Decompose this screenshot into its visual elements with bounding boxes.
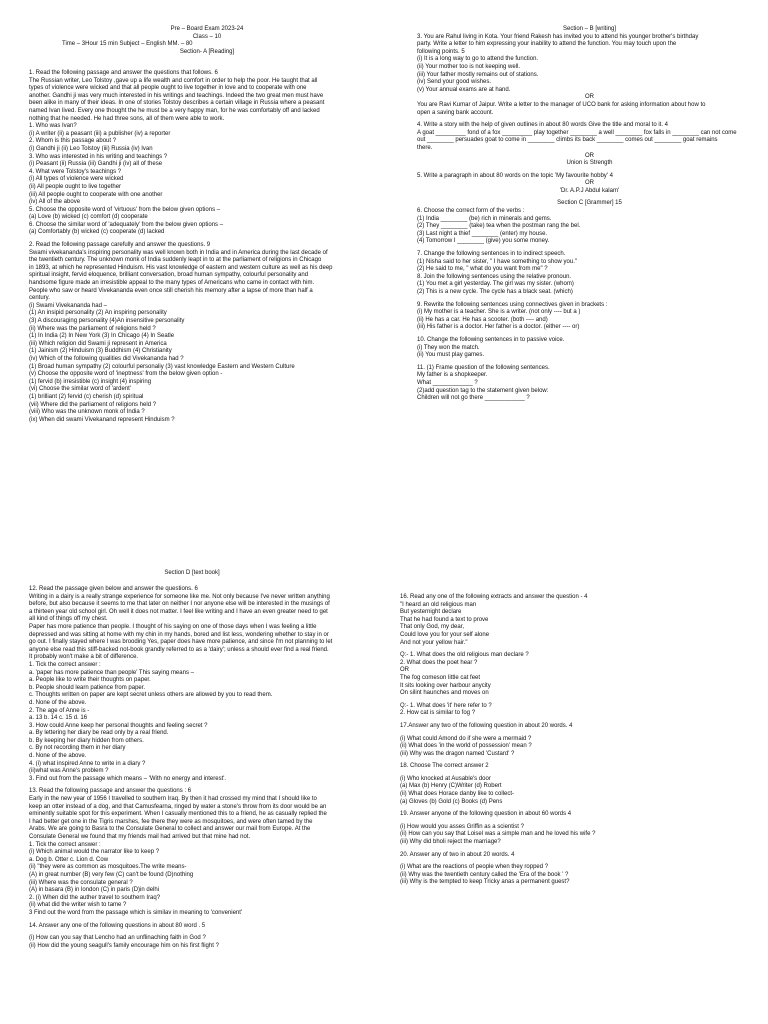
- text-line: 18. Choose The correct answer 2: [400, 763, 489, 770]
- text-line: (ii) What does Horace danby like to collect-: [400, 791, 515, 798]
- text-line: 2. Whom is this passage about ?: [29, 138, 117, 145]
- text-line: there.: [417, 144, 433, 151]
- text-line: Arabs. We are going to Basra to the Consulate General to collect and answer our mail from Europe. At the: [29, 826, 311, 833]
- text-line: spiritual insight, fervid eloquence, brilliant conversation, broad human sympathy, colourful personality and: [29, 272, 309, 279]
- text-line: It sits looking over harbour anycity: [400, 682, 491, 689]
- text-line: 13. Read the following passage and answer the questions : 6: [29, 788, 192, 795]
- text-line: 20. Answer any of two in about 20 words. 4: [400, 851, 515, 858]
- text-line: 3. How could Anne keep her personal thoughts and feeling secret ?: [29, 722, 208, 729]
- text-line: (ii) How can you say that Loisel was a simple man and he loved his wife ?: [400, 831, 596, 838]
- text-line: (i) A writer (ii) a peasant (iii) a publisher (iv) a reporter: [29, 130, 171, 137]
- text-line: 4. What were Tolstoy's teachings ?: [29, 168, 122, 175]
- text-line: (2) He said to me, " what do you want from me" ?: [417, 266, 548, 273]
- text-line: a. By lettering her diary be read only by a real friend.: [29, 730, 169, 737]
- text-line: c. Thoughts written on paper are kept secret unless others are allowed by you to read them.: [29, 692, 273, 699]
- exam-meta: Time – 3Hour 15 min Subject – English MM. – 80: [62, 41, 193, 48]
- text-line: Swami vivekananda's inspiring personality was well known both in India and in America during the last decade of: [29, 249, 328, 256]
- text-line: That he had found a text to prove: [400, 616, 489, 623]
- section-a-heading: Section- A [Reading]: [179, 48, 235, 55]
- text-line: The fog comeson little cat feet: [400, 674, 481, 681]
- text-line: b. People should learn patience from paper.: [29, 684, 146, 691]
- text-line: go out. I finally stayed where I was brooding Yes, paper does have more patience, and since I'm not planning to let: [29, 639, 333, 646]
- text-line: 'Dr. A.P.J Abdul kalam': [559, 187, 620, 194]
- text-line: 4. Write a story with the help of given outlines in about 80 words Give the title and moral to it. 4: [417, 122, 669, 129]
- text-line: a thirteen year old school girl. Oh well it does not matter. I feel like writing and I have an even greater need to get: [29, 608, 328, 615]
- text-line: It probably won't make a bit of difference.: [29, 654, 139, 661]
- text-line: (i) What are the reactions of people when they ropped ?: [400, 864, 549, 871]
- text-line: (i) It is a long way to go to attend the function.: [417, 56, 539, 63]
- text-line: before, but also because it seems to me that later on neither I nor anyone else will be interested in the musings of: [29, 601, 330, 608]
- text-line: (ii) Why was the twentieth century called the 'Era of the book ' ?: [400, 871, 569, 878]
- text-line: 2. What does the poet hear ?: [400, 659, 478, 666]
- text-line: 2. How cat is similar to fog ?: [400, 710, 476, 717]
- text-line: another. Gandhi ji was very much interested in his writings and teachings. Indeed the two great men must have: [29, 92, 324, 99]
- text-line: (iii) Why did bholi reject the marriage?: [400, 839, 501, 846]
- text-line: (a) Max (b) Henry (C)Writer (d) Robert: [400, 783, 502, 790]
- text-line: (2)add question tag to the statement given below:: [417, 387, 549, 394]
- exam-class: Class – 10: [192, 33, 222, 40]
- text-line: (i) What could Amond do if she were a mermaid ?: [400, 735, 532, 742]
- text-line: following points. 5: [417, 48, 465, 55]
- text-line: handsome figure made an irresistible appeal to the many types of Americans who came in contact with him.: [29, 280, 315, 287]
- text-line: 10. Change the following sentences in to passive voice.: [417, 336, 565, 343]
- section-d-heading: Section D [text book]: [164, 570, 220, 576]
- text-line: the twentieth century. The unknown monk of India suddenly leapt in to at the parliament of religions in Chicago: [29, 257, 322, 264]
- text-line: 1. Tick the correct answer :: [29, 661, 101, 668]
- text-line: (i) Which animal would the narrator like to keep ?: [29, 849, 160, 856]
- text-line: 3 Find out the word from the passage which is similav in meaning to 'convenient': [29, 909, 243, 916]
- text-line: 1. Who was Ivan?: [29, 123, 77, 130]
- text-line: 5. Choose the opposite word of 'virtuous' from the below given options –: [29, 206, 221, 213]
- text-line: (v) Choose the opposite word of 'ineptness' from the below given option -: [29, 371, 223, 378]
- text-line: (A) in basara (B) in london (C) in paris (D)in delhi: [29, 887, 160, 894]
- text-line: (iv) All of the above: [29, 199, 81, 206]
- text-line: (4) Tomorrow I ________ (give) you some money.: [417, 238, 550, 245]
- text-line: 1. Read the following passage and answer the questions that follows. 6: [29, 70, 218, 76]
- text-line: (i) All types of violence were wicked: [29, 176, 124, 183]
- text-line: (1) You met a girl yesterday. The girl was my sister. (whom): [417, 281, 574, 288]
- text-line: 6. Choose the similar word of 'adequately' from the below given options –: [29, 221, 224, 228]
- text-line: b. By keeping her diary hidden from others.: [29, 737, 144, 744]
- text-line: 14. Answer any one of the following questions in about 80 word . 5: [29, 922, 206, 929]
- text-line: 12. Read the passage given below and answer the questions. 6: [29, 586, 198, 592]
- text-line: (1) brilliant (2) fervid (c) cherish (d) spiritual: [29, 393, 144, 400]
- text-line: Section – B [writing]: [562, 26, 617, 32]
- text-line: (ii) "they were as common as mosquitoes.The write means-: [29, 864, 187, 871]
- text-line: (ii) Your mother too is not keeping well.: [417, 63, 521, 70]
- text-line: (i) They won the match.: [417, 344, 480, 351]
- text-line: (ii) Where was the parliament of religions held ?: [29, 325, 156, 332]
- text-line: (ii) All people ought to live together: [29, 183, 122, 190]
- text-line: 6. Choose the correct form of the verbs :: [417, 208, 525, 215]
- text-line: 3. Find out from the passage which means – 'With no energy and interest'.: [29, 775, 227, 782]
- text-line: OR: [585, 94, 594, 101]
- page-2-right-column: [400, 594, 762, 887]
- text-line: Writing in a dairy is a really strange experience for someone like me. Not only because I've never written anything: [29, 593, 330, 600]
- text-line: (v) Your annual exams are at hand.: [417, 86, 511, 93]
- text-line: 7. Change the following sentences in to indirect speech.: [417, 251, 566, 258]
- text-line: (ix) When did swami Vivekanand represent Hinduism ?: [29, 416, 175, 423]
- text-line: (3) Last night a thief ________ (enter) my house.: [417, 230, 548, 237]
- text-line: (2) This is a new cycle. The cycle has a black seat. (which): [417, 289, 573, 295]
- page-1-right-column: [417, 26, 762, 403]
- text-line: On silint haunches and moves on: [400, 690, 489, 697]
- text-line: Paper has more patience than people. I thought of his saying on one of those days when I was feeling a little: [29, 623, 317, 630]
- text-line: 5. Write a paragraph in about 80 words on the topic 'My favourite hobby' 4: [417, 172, 613, 179]
- text-line: (3) A discouraging personality (4)An insensitive personality: [29, 318, 185, 324]
- text-line: depressed and was sitting at home with my chin in my hands, bored and list less, wondering whether to stay in or: [29, 631, 329, 638]
- text-line: (i) How can you say that Lencho had an unflinaching faith in God ?: [29, 935, 206, 942]
- text-line: You are Ravi Kumar of Jaipur. Write a letter to the manager of UCO bank for asking information about how to: [417, 101, 706, 108]
- text-line: 2. Read the following passage carefully and answer the questions. 9: [29, 242, 211, 249]
- text-line: (ii) He has a car. He has a scooter. (both ---- and): [417, 316, 548, 323]
- text-line: OR: [585, 180, 594, 187]
- text-line: Early in the new year of 1956 I travelled to southern Iraq. By then it had crossed my mind that I should like to: [29, 796, 317, 803]
- text-line: People who saw or heard Vivekananda even once still cherish his memory after a lapse of more than half a: [29, 287, 313, 294]
- text-line: (i) My mother is a teacher. She is a writer. (not only ---- but a ): [417, 309, 581, 316]
- text-line: (i) Peasant (ii) Russia (iii) Gandhi ji (iv) all of these: [29, 161, 163, 168]
- text-line: OR: [585, 152, 594, 159]
- text-line: (iii) Why was the dragon named 'Custard' ?: [400, 750, 515, 757]
- text-line: keep an otter instead of a dog, and that Camusfearna, ringed by water a stone's throw from its door would be an: [29, 803, 327, 810]
- text-line: been alike in many of their ideas. In one of stories Tolstoy describes a certain village in Russia where a peasant: [29, 100, 325, 107]
- text-line: 11. (1) Frame question of the following sentences.: [417, 364, 550, 371]
- text-line: (i) Gandhi ji (ii) Leo Tolstoy (iii) Russia (iv) Ivan: [29, 145, 153, 152]
- text-line: Could love you for your self alone: [400, 631, 490, 638]
- text-line: 1. Tick the correct answer :: [29, 841, 101, 848]
- text-line: 8. Join the following sentences using the relative pronoun.: [417, 273, 572, 280]
- text-line: anyone else read this stiff-backed not-book grandly referred to as a 'dairy'; unless a should ever find a real friend.: [29, 646, 329, 653]
- text-line: 17.Answer any two of the following question in about 20 words. 4: [400, 722, 573, 729]
- text-line: 9. Rewrite the following sentences using connectives given in brackets :: [417, 301, 608, 308]
- text-line: eminently suitable spot for this experiment. When I casually mentioned this to a friend, he as casually replied the: [29, 811, 327, 818]
- text-line: century.: [29, 295, 50, 302]
- text-line: (ii) You must play games.: [417, 352, 485, 359]
- text-line: (ii) What does 'in the world of possession' mean ?: [400, 743, 532, 750]
- text-line: (i) Swami Vivekananda had –: [29, 302, 107, 309]
- text-line: d. None of the above.: [29, 753, 87, 760]
- text-line: party. Write a letter to him expressing your inability to attend the function. You may touch upon the: [417, 41, 677, 48]
- text-line: a. 'paper has more patience than people' This saying means –: [29, 669, 194, 676]
- text-line: A goat _________ fond of a fox _________ play together ________ a well ________ fox falls in ________ can not come: [417, 129, 737, 136]
- text-line: (ii) How did the young seagull's family encourage him on his first flight ?: [29, 942, 219, 949]
- text-line: (iii) Why is the tempted to keep Tricky anas a permanent guest?: [400, 879, 570, 886]
- text-line: nothing that he needed. He had three sons, all of them were able to work.: [29, 115, 225, 122]
- text-line: (iii) All people ought to cooperate with one another: [29, 191, 163, 198]
- text-line: OR: [400, 667, 409, 674]
- text-line: Section C [Grammer] 15: [557, 200, 622, 207]
- text-line: The Russian writer, Leo Tolstoy ,gave up a life wealth and comfort in order to help the poor. He taught that all: [29, 77, 318, 84]
- text-line: named Ivan lived. Every one thought the he must be a very happy man, for he was comfortably off and lacked: [29, 107, 320, 114]
- text-line: (iv) Which of the following qualities did Vivekananda had ?: [29, 355, 184, 362]
- text-line: Children will not go there ____________ ?: [417, 395, 530, 402]
- text-line: (1) Jainism (2) Hinduism (3) Buddhism (4) Christianity: [29, 348, 172, 355]
- text-line: That only God, my dear,: [400, 624, 465, 631]
- text-line: (ii)what was Anne's problem ?: [29, 768, 109, 775]
- text-line: But yesternight declare: [400, 609, 462, 616]
- text-line: types of violence were wicked and that all people ought to live together in love and to cooperate with one: [29, 85, 307, 92]
- text-line: (1) Nisha said to her sister, " I have something to show you.": [417, 258, 578, 265]
- page-1-left-column: [29, 70, 384, 424]
- text-line: (iii) Your father mostly remains out of stations.: [417, 71, 539, 78]
- text-line: Q:- 1. What does 'it' here refer to ?: [400, 702, 492, 709]
- text-line: (1) Broad human sympathy (2) colourful personaliy (3) vast knowledge Eastern and Western Culture: [29, 363, 295, 370]
- text-line: d. None of the above.: [29, 699, 87, 706]
- text-line: 4. (i) what inspired Anne to write in a diary ?: [29, 760, 146, 767]
- text-line: c. By not recording them in her diary: [29, 745, 126, 752]
- page-1-header: [0, 26, 384, 56]
- text-line: (a) Comfortably (b) wicked (c) cooperate (d) lacked: [29, 229, 165, 236]
- text-line: (A) in great number (B) very few (C) can't be found (D)nothing: [29, 871, 194, 878]
- text-line: Q:- 1. What does the old religious man declare ?: [400, 652, 529, 659]
- text-line: (1) An insipid personality (2) An inspiring personality: [29, 310, 167, 317]
- text-line: (i) Who knocked at Ausable's door: [400, 775, 491, 782]
- text-line: What ____________ ?: [417, 379, 478, 386]
- text-line: out ________ persuades goat to come in ________ climbs its back ________ comes out ________ goat remains: [417, 137, 718, 144]
- text-line: (ii) what did the writer wish to tame ?: [29, 902, 127, 909]
- text-line: 3. You are Rahul living in Kota. Your friend Rakesh has invited you to attend his younger brother's birthday: [417, 33, 699, 40]
- text-line: 2. The age of Anne is -: [29, 707, 90, 714]
- text-line: 16. Read any one of the following extracts and answer the question - 4: [400, 594, 588, 600]
- text-line: My father is a shopkeeper.: [417, 372, 488, 379]
- text-line: (vii) Where did the parliament of religions held ?: [29, 401, 157, 408]
- text-line: all kind of things off my chest.: [29, 616, 108, 623]
- text-line: Union is Strength: [566, 160, 613, 167]
- text-line: "I heard an old religious man: [400, 601, 477, 608]
- text-line: 3. Who was interested in his writing and teachings ?: [29, 153, 168, 160]
- text-line: (1) fervid (b) irresistible (c) insight (4) inspiring: [29, 378, 152, 385]
- text-line: (iii) Where was the consulate general ?: [29, 879, 133, 886]
- text-line: a. People like to write their thoughts on paper.: [29, 677, 151, 684]
- text-line: And not your yellow hair.": [400, 639, 468, 646]
- text-line: I had better get one in the Tigris marshes, fee there they were as mosquitoes, and were often tamed by the: [29, 818, 313, 825]
- page-2-left-column: [29, 586, 384, 950]
- text-line: (iii) His father is a doctor. Her father is a doctor. (either ---- or): [417, 324, 580, 331]
- text-line: (1) In India (2) In New York (3) In Chicago (4) In Seatle: [29, 333, 175, 340]
- text-line: 19. Answer anyone of the following question in about 60 words 4: [400, 811, 572, 818]
- text-line: Consulate General we found that my friends mail had arrived but that mine had not.: [29, 834, 251, 840]
- text-line: (1) India ________ (be) rich in minerals and gems.: [417, 215, 552, 222]
- text-line: in 1893, at which he represented Hinduism. His vast knowledge of eastern and western culture as well as his deep: [29, 264, 333, 271]
- text-line: (a) Love (b) wicked (c) comfort (d) cooperate: [29, 214, 148, 221]
- text-line: (iii) Which religion did Swami ji represent in America: [29, 340, 167, 347]
- text-line: (i) How would you asses Griffin as a scientist ?: [400, 823, 524, 830]
- text-line: (a) Gloves (b) Gold (c) Books (d) Pens: [400, 798, 503, 805]
- text-line: (iv) Send your good wishes.: [417, 79, 492, 86]
- text-line: (viii) Who was the unknown monk of India ?: [29, 409, 145, 416]
- text-line: (2) They ________ (take) tea when the postman rang the bel.: [417, 223, 581, 230]
- text-line: 2. (i) When did the auther travel to southern Iraq?: [29, 894, 161, 901]
- text-line: (vi) Choose the similar word of 'ardent': [29, 386, 131, 393]
- exam-title: Pre – Board Exam 2023-24: [170, 26, 244, 32]
- text-line: open a saving bank account.: [417, 109, 494, 116]
- text-line: a. 13 b. 14 c. 15 d. 16: [29, 715, 88, 722]
- text-line: a. Dog b. Otter c. Lion d. Cow: [29, 856, 109, 863]
